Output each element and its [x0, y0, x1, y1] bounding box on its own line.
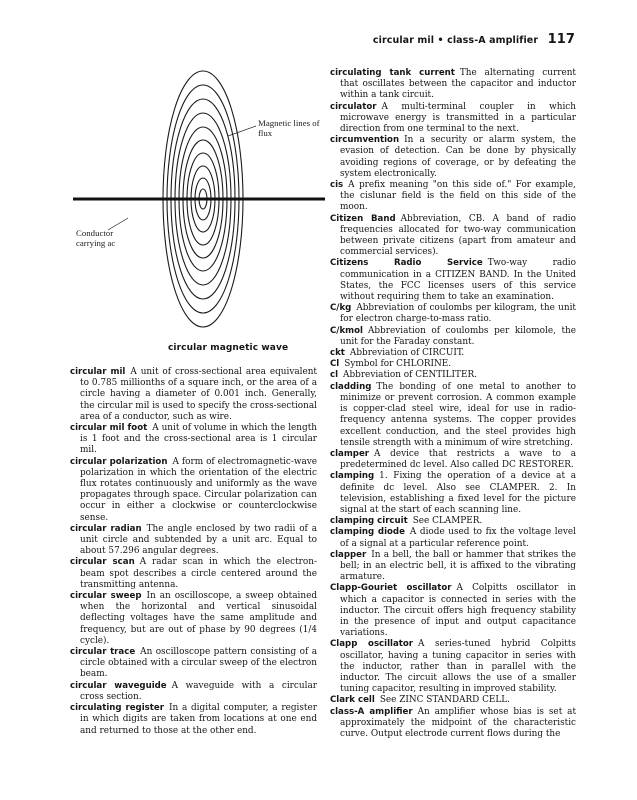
figure-circular-magnetic-wave	[70, 58, 330, 358]
entry	[330, 359, 576, 370]
entry-definition: In a security or alarm system, the evasion of detection. Can be done by physically avoiding regions of coverage, or by defeating the system electronically.	[340, 135, 576, 179]
entry-term: clamping diode	[330, 527, 405, 538]
entry	[330, 303, 576, 325]
entry-definition: Two-way radio communication in a CITIZEN BAND. In the United States, the FCC licenses users of this service without requiring them to take an examination.	[340, 258, 576, 303]
entry-term: circular polarization	[70, 456, 168, 467]
page-number: 117	[547, 32, 575, 47]
entry-term: circular mil foot	[70, 423, 148, 434]
entry-definition: See CLAMPER.	[412, 516, 483, 527]
entry	[330, 326, 576, 348]
entry-term: C/kmol	[330, 325, 363, 336]
entry-term: Citizen Band	[330, 213, 396, 224]
entry-term: clamping circuit	[330, 516, 408, 527]
entry-definition: An amplifier whose bias is set at approximately the midpoint of the characteristic curve. Output electrode current flows during the	[340, 706, 577, 739]
entry	[330, 583, 576, 639]
entry-term: circular radian	[70, 523, 142, 534]
entry	[70, 557, 317, 591]
entry-definition: A unit of cross-sectional area equivalent to 0.785 millionths of a square inch, or the area of a circle having a diameter of 0.001 inch. Generally, the circular mil is used to specify the cross-sectional area of a conductor, such as wire.	[80, 367, 317, 422]
entry-definition: The angle enclosed by two radii of a unit circle and subtended by a unit arc. Equal to about 57.296 angular degrees.	[80, 523, 317, 557]
entry-definition: In a bell, the ball or hammer that strikes the bell; in an electric bell, it is affixed to the vibrating armature.	[340, 549, 576, 583]
entry-term: ckt	[330, 348, 345, 359]
magnetic-field-diagram	[70, 58, 330, 358]
entry-definition: Abbreviation of coulombs per kilomole, the unit for the Faraday constant.	[340, 325, 576, 347]
entry	[330, 348, 576, 359]
entry-term: circular trace	[70, 647, 136, 658]
entry-term: C/kg	[330, 303, 352, 314]
entry-definition: 1. Fixing the operation of a device at a definite dc level. Also see CLAMPER. 2. In television, establishing a fixed level for the picture signal at the start of each scanning line.	[340, 471, 576, 515]
entry-definition: In an oscilloscope, a sweep obtained when the horizontal and vertical sinusoidal deflecting voltages have the same amplitude and frequency, but are out of phase by 90 degrees (1/4 cycle).	[80, 591, 318, 646]
entry	[330, 550, 576, 584]
conductor-label: Conductor carrying ac	[76, 228, 116, 248]
entry	[330, 471, 576, 516]
entry	[330, 68, 576, 102]
left-column	[70, 367, 317, 737]
entry-definition: A Colpitts oscillator in which a capacitor is connected in series with the inductor. The circuit offers high frequency stability in the presence of input and output capacitance variations.	[340, 583, 577, 639]
entry	[70, 524, 317, 558]
entry	[70, 591, 317, 647]
entry-term: circular waveguide	[70, 680, 167, 691]
entry	[70, 647, 317, 681]
entry-definition: Symbol for CHLORINE.	[344, 359, 452, 370]
entry	[330, 258, 576, 303]
entry	[330, 370, 576, 381]
entry	[70, 681, 317, 703]
entry-definition: Abbreviation of coulombs per kilogram, the unit for electron charge-to-mass ratio.	[340, 303, 576, 325]
entry-definition: A diode used to fix the voltage level of a signal at a particular reference point.	[340, 527, 576, 549]
entry-term: circumvention	[330, 135, 400, 146]
entry	[330, 639, 576, 695]
entry	[330, 516, 576, 527]
figure-caption: circular magnetic wave	[168, 343, 289, 353]
entry-term: circulator	[330, 101, 377, 112]
entry-definition: In a digital computer, a register in which digits are taken from locations at one end and returned to those at the other end.	[80, 703, 317, 736]
entry	[330, 214, 576, 259]
entry-term: clamper	[330, 448, 370, 459]
entry	[330, 527, 576, 549]
entry-term: Citizens Radio Service	[330, 258, 483, 269]
entry-term: cladding	[330, 381, 372, 392]
running-title: circular mil • class-A amplifier	[372, 35, 539, 46]
entry-term: circular scan	[70, 557, 135, 568]
entry-definition: An oscilloscope pattern consisting of a circle obtained with a circular sweep of the electron beam.	[80, 647, 317, 680]
entry-term: Clapp oscillator	[330, 639, 414, 650]
entry	[330, 135, 576, 180]
entry-definition: See ZINC STANDARD CELL.	[379, 695, 510, 706]
entry-term: cl	[330, 370, 339, 381]
entry-term: circular sweep	[70, 591, 142, 602]
entry-definition: A form of electromagnetic-wave polarization in which the orientation of the electric flux rotates continuously and uniformly as the wave propagates through space. Circular polarization can occur in either a clockwise or counterclockwise sense.	[80, 456, 318, 523]
entry-definition: The alternating current that oscillates between the capacitor and inductor within a tank circuit.	[340, 68, 576, 101]
entry-term: circular mil	[70, 367, 126, 377]
entry-definition: The bonding of one metal to another to minimize or prevent corrosion. A common example is copper-clad steel wire, ideal for use in radio-frequency antenna systems. The copper provides excellent conduction, and the steel provides high tensile strength with a minimum of wire stretching.	[340, 381, 576, 448]
entry-term: Cl	[330, 359, 340, 370]
entry-definition: A multi-terminal coupler in which microwave energy is transmitted in a particular direction from one terminal to the next.	[340, 101, 576, 135]
entry-term: cis	[330, 180, 344, 191]
entry-definition: Abbreviation of CENTILITER.	[343, 370, 477, 381]
entry-definition: A radar scan in which the electron-beam spot describes a circle centered around the transmitting antenna.	[80, 557, 317, 590]
entry-definition: A unit of volume in which the length is 1 foot and the cross-sectional area is 1 circular mil.	[80, 423, 317, 456]
entry-definition: A series-tuned hybrid Colpitts oscillator, having a tuning capacitor in series with the inductor, rather than in parallel with the inductor. The circuit allows the use of a smaller tuning capacitor, resulting in improved stability.	[340, 639, 576, 695]
entry-term: Clapp-Gouriet oscillator	[330, 583, 452, 594]
entry	[70, 703, 317, 737]
entry-term: circulating tank current	[330, 68, 455, 78]
entry	[70, 423, 317, 457]
entry-definition: A device that restricts a wave to a predetermined dc level. Also called DC RESTORER.	[340, 448, 576, 471]
entry-term: clapper	[330, 549, 367, 560]
entry	[330, 695, 576, 706]
entry-term: Clark cell	[330, 695, 375, 706]
running-header	[373, 32, 575, 47]
entry	[330, 449, 576, 471]
entry	[70, 457, 317, 524]
entry-definition: A waveguide with a circular cross section.	[80, 680, 317, 702]
entry-term: clamping	[330, 471, 375, 482]
entry-term: class-A amplifier	[330, 706, 413, 717]
entry	[330, 102, 576, 136]
entry	[70, 367, 317, 423]
flux-label: Magnetic lines of flux	[258, 118, 320, 138]
entry	[330, 180, 576, 214]
entry-term: circulating register	[70, 703, 164, 714]
entry-definition: Abbreviation of CIRCUIT.	[349, 348, 465, 359]
right-column	[330, 68, 576, 740]
entry-definition: Abbreviation, CB. A band of radio frequencies allocated for two-way communication between private citizens (apart from amateur and commercial services).	[340, 213, 576, 258]
entry-definition: A prefix meaning "on this side of." For example, the cislunar field is the field on this side of the moon.	[340, 180, 576, 213]
entry	[330, 382, 576, 449]
entry	[330, 707, 576, 741]
